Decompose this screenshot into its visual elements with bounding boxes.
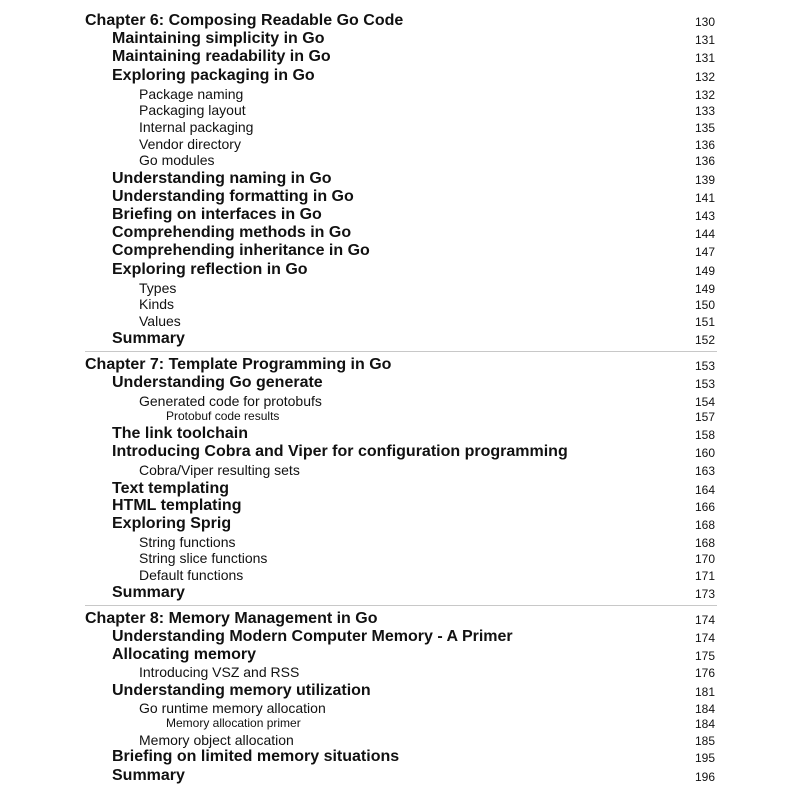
chapter-divider (85, 351, 717, 352)
page-number: 132 (694, 88, 715, 102)
page-number: 176 (694, 666, 715, 680)
page-number: 185 (694, 734, 715, 748)
page-number: 131 (694, 33, 715, 47)
page-number: 154 (694, 395, 715, 409)
toc-entry-title: Protobuf code results (166, 409, 280, 423)
toc-entry-title: Exploring packaging in Go (112, 67, 315, 84)
toc-entry-title: Introducing Cobra and Viper for configuration programming (112, 443, 568, 460)
toc-entry-title: Memory object allocation (139, 732, 294, 748)
page-number: 136 (694, 138, 715, 152)
page-number: 158 (694, 428, 715, 442)
page-number: 147 (694, 245, 715, 259)
page-number: 141 (694, 191, 715, 205)
toc-entry-title: String slice functions (139, 550, 268, 566)
page-number: 184 (694, 702, 715, 716)
toc-entry-title: String functions (139, 534, 236, 550)
page-number: 166 (694, 500, 715, 514)
page-number: 139 (694, 173, 715, 187)
toc-entry-title: Introducing VSZ and RSS (139, 664, 300, 680)
toc-entry-title: Summary (112, 767, 185, 784)
toc-entry-title: Exploring reflection in Go (112, 261, 308, 278)
toc-entry-title: Types (139, 280, 177, 296)
toc-entry-title: Generated code for protobufs (139, 393, 322, 409)
page-number: 149 (694, 264, 715, 278)
toc-entry-title: The link toolchain (112, 425, 249, 442)
toc-entry-title: Summary (112, 330, 185, 347)
page-number: 175 (694, 649, 715, 663)
chapter-title: Chapter 8: Memory Management in Go (85, 610, 378, 627)
toc-entry-title: Kinds (139, 296, 175, 312)
page-number: 181 (694, 685, 715, 699)
toc-entry-title: Understanding Modern Computer Memory - A Primer (112, 628, 513, 645)
toc-entry-title: Package naming (139, 86, 244, 102)
toc-entry-title: Text templating (112, 480, 230, 497)
toc-entry-title: Vendor directory (139, 136, 241, 152)
page-number: 132 (694, 70, 715, 84)
page-number: 164 (694, 483, 715, 497)
toc-entry-title: Comprehending methods in Go (112, 224, 352, 241)
toc-entry-title: Values (139, 313, 181, 329)
toc-entry-title: Briefing on interfaces in Go (112, 206, 322, 223)
toc-entry-title: Go runtime memory allocation (139, 700, 326, 716)
page-number: 150 (694, 298, 715, 312)
page-number: 135 (694, 121, 715, 135)
page-number: 151 (694, 315, 715, 329)
page-number: 133 (694, 104, 715, 118)
toc-entry-title: Maintaining readability in Go (112, 48, 331, 65)
page-number: 196 (694, 770, 715, 784)
chapter-divider (85, 605, 717, 606)
page-number: 153 (694, 377, 715, 391)
page-number: 170 (694, 552, 715, 566)
toc-entry-title: HTML templating (112, 497, 242, 514)
page-number: 168 (694, 518, 715, 532)
toc-entry-title: Understanding formatting in Go (112, 188, 354, 205)
page-number: 160 (694, 446, 715, 460)
toc-entry-title: Cobra/Viper resulting sets (139, 462, 300, 478)
toc-entry-title: Packaging layout (139, 102, 246, 118)
page-number: 144 (694, 227, 715, 241)
page-number: 173 (694, 587, 715, 601)
toc-entry-title: Default functions (139, 567, 244, 583)
toc-entry-title: Understanding naming in Go (112, 170, 332, 187)
page-number: 136 (694, 154, 715, 168)
chapter-title: Chapter 6: Composing Readable Go Code (85, 12, 404, 29)
toc-entry-title: Briefing on limited memory situations (112, 748, 400, 765)
toc-entry-title: Understanding memory utilization (112, 682, 371, 699)
page-number: 153 (694, 359, 715, 373)
chapter-title: Chapter 7: Template Programming in Go (85, 356, 392, 373)
toc-entry-title: Comprehending inheritance in Go (112, 242, 370, 259)
toc-entry-title: Internal packaging (139, 119, 254, 135)
page-number: 152 (694, 333, 715, 347)
page-number: 195 (694, 751, 715, 765)
page-number: 130 (694, 15, 715, 29)
page-number: 174 (694, 613, 715, 627)
page-number: 149 (694, 282, 715, 296)
page-number: 131 (694, 51, 715, 65)
toc-entry-title: Summary (112, 584, 185, 601)
toc-entry-title: Allocating memory (112, 646, 257, 663)
toc-entry-title: Understanding Go generate (112, 374, 323, 391)
toc-entry-title: Memory allocation primer (166, 716, 301, 730)
toc-entry-title: Maintaining simplicity in Go (112, 30, 325, 47)
page-number: 143 (694, 209, 715, 223)
page-number: 163 (694, 464, 715, 478)
toc-entry-title: Exploring Sprig (112, 515, 232, 532)
toc-entry-title: Go modules (139, 152, 215, 168)
page-number: 184 (694, 717, 715, 731)
page-number: 168 (694, 536, 715, 550)
page-number: 171 (694, 569, 715, 583)
page-number: 174 (694, 631, 715, 645)
page-number: 157 (694, 410, 715, 424)
